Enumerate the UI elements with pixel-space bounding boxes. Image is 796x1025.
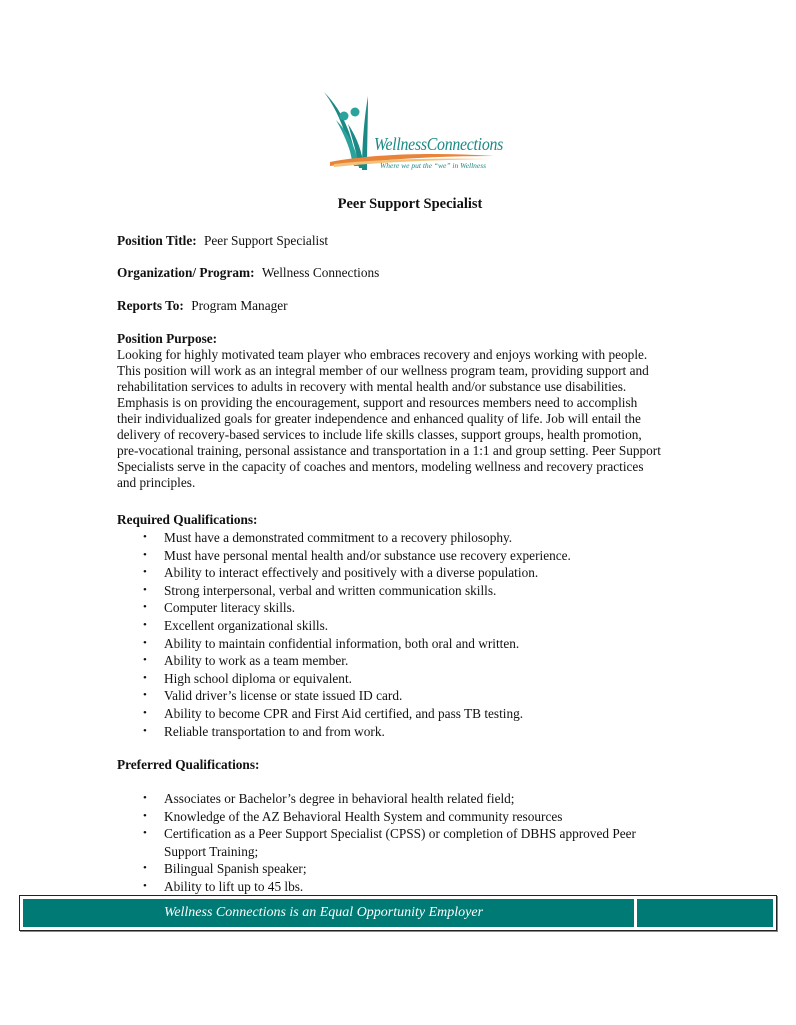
paragraph-line: delivery of recovery-based services to include life skills classes, support groups, health promotion, (117, 427, 642, 442)
bullet-icon: • (143, 792, 147, 804)
bullet-icon: • (143, 689, 147, 702)
bullet-icon: • (143, 601, 147, 614)
bullet-icon: • (143, 566, 147, 579)
field-organization-program (117, 265, 379, 281)
list-item: • Must have a demonstrated commitment to a recovery philosophy. (143, 530, 513, 545)
list-item: • Reliable transportation to and from work. (143, 723, 385, 739)
paragraph-line: Looking for highly motivated team player who embraces recovery and enjoys working with people. (117, 347, 648, 362)
field-reports-to (117, 298, 288, 314)
bullet-icon: • (143, 706, 147, 719)
paragraph-line: This position will work as an integral member of our wellness program team, providing support and (117, 363, 649, 378)
bullet-icon: • (143, 654, 147, 667)
bullet-icon: • (143, 583, 147, 596)
equal-opportunity-banner (19, 895, 777, 931)
bullet-icon: • (143, 618, 147, 631)
paragraph-line: and principles. (117, 475, 196, 490)
position-purpose-paragraph (117, 347, 717, 491)
list-item: • Knowledge of the AZ Behavioral Health System and community resources (143, 808, 563, 824)
bullet-icon: • (143, 827, 147, 840)
bullet-icon: • (143, 724, 147, 737)
field-value: Wellness Connections (261, 265, 380, 280)
list-item: • Computer literacy skills. (143, 600, 296, 616)
list-item: • Ability to become CPR and First Aid certified, and pass TB testing. (143, 705, 524, 721)
paragraph-line: pre-vocational training, personal assistance and transportation in a 1:1 and group setting. Peer Support (117, 443, 661, 458)
section-heading-position-purpose: Position Purpose: (117, 331, 218, 346)
bullet-icon: • (143, 531, 147, 543)
list-item: • Excellent organizational skills. (143, 617, 329, 633)
list-item: • Ability to work as a team member. (143, 653, 349, 669)
paragraph-line: their individualized goals for greater independence and enhanced quality of life. Job will entail the (117, 411, 641, 426)
list-item: • Ability to maintain confidential information, both oral and written. (143, 635, 520, 651)
banner-side-cell (637, 899, 773, 927)
field-position-title (117, 233, 328, 249)
wellness-connections-logo (322, 90, 504, 180)
bullet-icon: • (143, 809, 147, 822)
section-heading-required-qualifications: Required Qualifications: (117, 512, 258, 527)
bullet-icon: • (143, 671, 147, 684)
document-title: Peer Support Specialist (337, 196, 483, 212)
preferred-qualifications-list (0, 790, 796, 896)
bullet-icon: • (143, 862, 147, 875)
field-label: Reports To: (117, 298, 184, 313)
paragraph-line: Specialists serve in the capacity of coaches and mentors, modeling wellness and recovery practices (117, 459, 644, 474)
paragraph-line: Emphasis is on providing the encouragement, support and resources members need to accomplish (117, 395, 638, 410)
bullet-icon: • (143, 879, 147, 892)
list-item: • Must have personal mental health and/or substance use recovery experience. (143, 547, 571, 563)
banner-text-cell (23, 899, 634, 927)
list-item: • Ability to lift up to 45 lbs. (143, 878, 304, 894)
equal-opportunity-text: Wellness Connections is an Equal Opportunity Employer (163, 905, 484, 920)
list-item: • Associates or Bachelor’s degree in behavioral health related field; (143, 791, 515, 806)
field-label: Organization/ Program: (117, 265, 255, 280)
list-item: • High school diploma or equivalent. (143, 670, 352, 686)
field-value: Program Manager (191, 298, 288, 313)
list-item: • Ability to interact effectively and positively with a diverse population. (143, 565, 539, 581)
list-item: • Bilingual Spanish speaker; (143, 861, 307, 877)
paragraph-line: rehabilitation services to adults in recovery with mental health and/or substance use disabilities. (117, 379, 627, 394)
bullet-icon: • (143, 636, 147, 649)
logo-tagline: Where we put the “we” in Wellness (380, 161, 487, 170)
field-value: Peer Support Specialist (204, 233, 329, 248)
list-item: • Valid driver’s license or state issued ID card. (143, 688, 403, 704)
list-item: • Certification as a Peer Support Specialist (CPSS) or completion of DBHS approved Peer Support Training; (143, 826, 636, 859)
logo-wordmark: WellnessConnections (374, 134, 504, 154)
field-label: Position Title: (117, 233, 197, 248)
section-heading-preferred-qualifications: Preferred Qualifications: (117, 757, 260, 772)
bullet-icon: • (143, 548, 147, 561)
required-qualifications-list (0, 529, 796, 740)
list-item: • Strong interpersonal, verbal and written communication skills. (143, 582, 497, 598)
